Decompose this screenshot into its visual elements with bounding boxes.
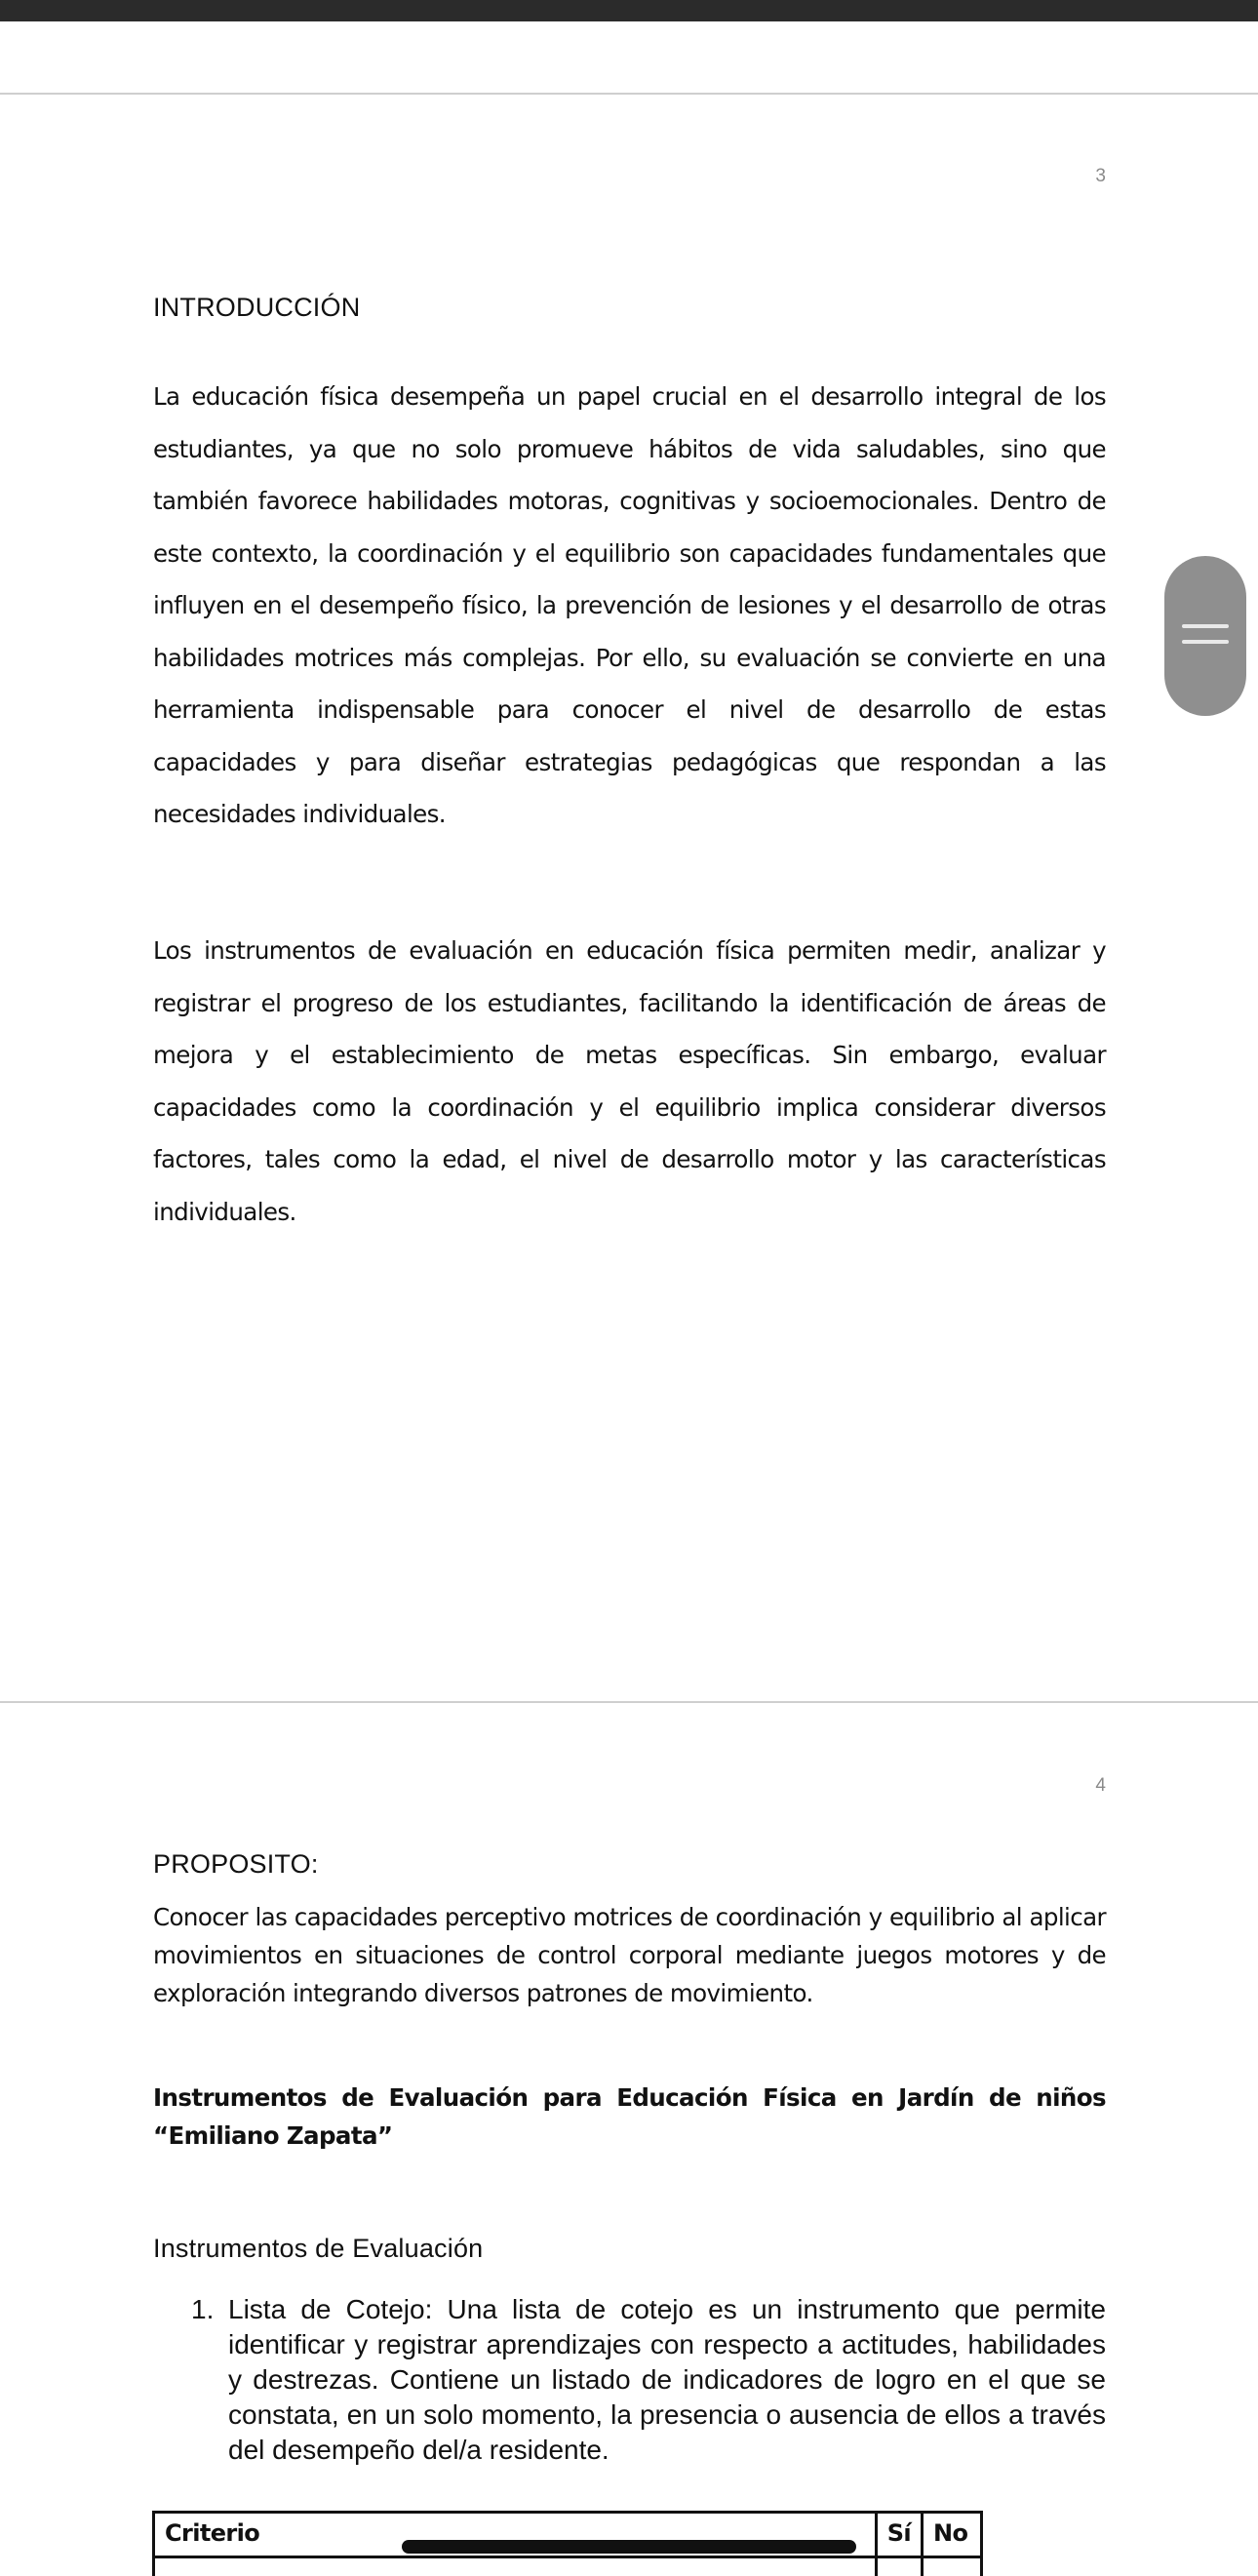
list-item-number: 1. — [191, 2294, 215, 2324]
grip-line-icon — [1182, 640, 1229, 644]
list-item — [191, 2292, 1106, 2468]
header-criterio: Criterio — [154, 2513, 877, 2557]
table-cell — [154, 2557, 877, 2576]
scroll-handle[interactable] — [1164, 556, 1246, 716]
instruments-title: Instrumentos de Evaluación para Educación Física en Jardín de niños “Emiliano Zapata” — [153, 2083, 1106, 2150]
page-separator — [0, 1701, 1258, 1703]
intro-paragraph-1: La educación física desempeña un papel crucial en el desarrollo integral de los estudiantes, ya que no solo promueve hábitos de vida saludables, sino que también favorece habilidades motoras, cognitivas y socioemocionales. Dentro de este contexto, la coordinación y el equilibrio son capacidades fundamentales que influyen en el desempeño físico, la prevención de lesiones y el desarrollo de otras habilidades motrices más complejas. Por ello, su evaluación se convierte en una herramienta indispensable para conocer el nivel de desarrollo de estas capacidades y para diseñar estrategias pedagógicas que respondan a las necesidades individuales. — [153, 382, 1106, 828]
grip-line-icon — [1182, 624, 1229, 628]
intro-paragraph-2: Los instrumentos de evaluación en educación física permiten medir, analizar y registrar el progreso de los estudiantes, facilitando la identificación de áreas de mejora y el establecimiento de metas específicas. Sin embargo, evaluar capacidades como la coordinación y el equilibrio implica considerar diversos factores, tales como la edad, el nivel de desarrollo motor y las características individuales. — [153, 936, 1106, 1226]
table-cell — [923, 2557, 982, 2576]
table-row — [154, 2557, 982, 2576]
header-no: No — [923, 2513, 982, 2557]
section-heading-introduccion: INTRODUCCIÓN — [153, 293, 361, 322]
redaction-bar — [402, 2540, 856, 2554]
page-number: 4 — [1095, 1775, 1106, 1796]
instruments-heading: Instrumentos de Evaluación — [153, 2234, 484, 2263]
table-cell — [876, 2557, 922, 2576]
page-number: 3 — [1095, 166, 1106, 186]
status-bar — [0, 0, 1258, 21]
purpose-heading: PROPOSITO: — [153, 1849, 319, 1879]
page-separator — [0, 93, 1258, 95]
list-item-text: Lista de Cotejo: Una lista de cotejo es un instrumento que permite identificar y registrar aprendizajes con respecto a actitudes, habilidades y destrezas. Contiene un listado de indicadores de logro en el que se constata, en un solo momento, la presencia o ausencia de ellos a través del desempeño del/a residente. — [228, 2294, 1106, 2465]
purpose-text: Conocer las capacidades perceptivo motrices de coordinación y equilibrio al aplicar movimientos en situaciones de control corporal mediante juegos motores y de exploración integrando diversos patrones de movimiento. — [153, 1903, 1106, 2007]
header-si: Sí — [876, 2513, 922, 2557]
